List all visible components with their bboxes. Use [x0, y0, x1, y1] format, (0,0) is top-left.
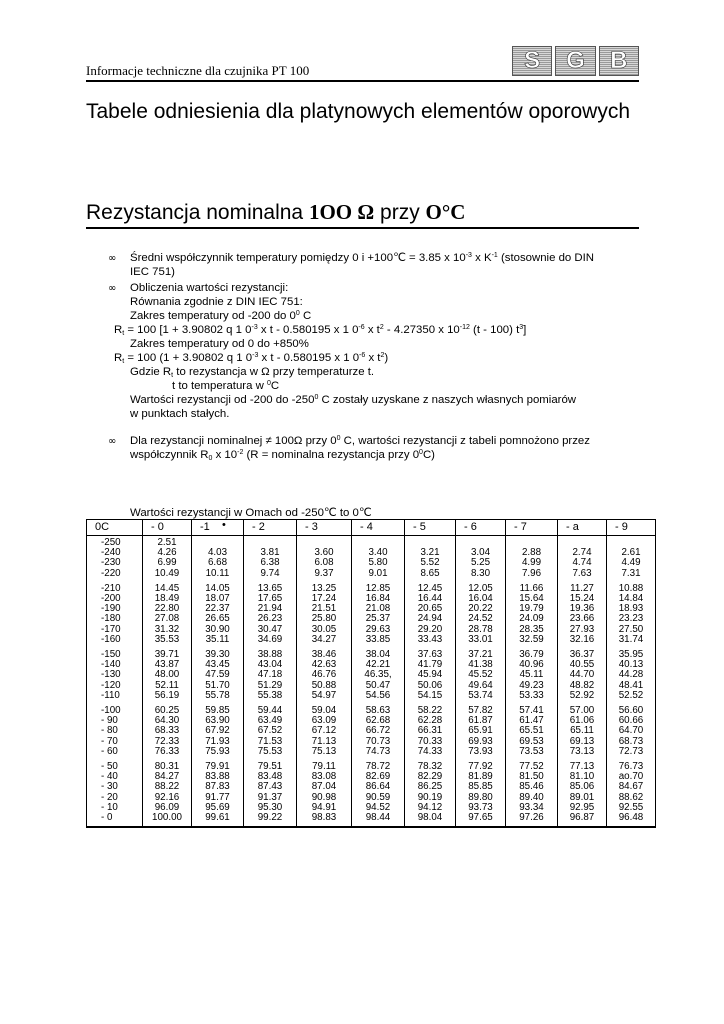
header-cell: [192, 520, 244, 536]
value-cell: 38.88 43.04 47.18 51.29 55.38: [244, 648, 297, 704]
range-2: Zakres temperatury od 0 do +850%: [130, 338, 309, 350]
text-sup: -12: [459, 324, 470, 331]
text-run: x K: [471, 252, 492, 264]
value-cell: 58.22 62.28 66.31 70.33 74.33: [405, 704, 456, 760]
value-cell: 38.04 42.21 46.35, 50.47 54.56: [352, 648, 405, 704]
header-cell: - 3: [297, 520, 352, 536]
value-cell: 13.25 17.24 21.51 25.80 30.05 34.27: [297, 582, 352, 648]
temp-cell: -150 -140 -130 -120 -110: [87, 648, 143, 704]
coefficient-line: [130, 251, 594, 265]
value-cell: 77.13 81.10 85.06 89.01 92.95 96.87: [558, 760, 607, 827]
bullet-icon: ∞: [108, 283, 117, 294]
text-sup: 2: [379, 324, 384, 331]
value-cell: 79.91 83.88 87.83 91.77 95.69 99.61: [192, 760, 244, 827]
table-row: [87, 582, 656, 648]
table-row: [87, 704, 656, 760]
value-cell: 57.41 61.47 65.51 69.53 73.53: [506, 704, 558, 760]
value-cell: 57.00 61.06 65.11 69.13 73.13: [558, 704, 607, 760]
value-cell: 79.11 83.08 87.04 90.98 94.91 98.83: [297, 760, 352, 827]
text-run: Zakres temperatury od -200 do 0: [130, 310, 296, 322]
temp-cell: -250 -240 -230 -220: [87, 536, 143, 582]
coefficient-line-2: IEC 751): [130, 266, 175, 278]
value-cell: 2.61 4.49 7.31: [607, 536, 656, 582]
nominal-note: [130, 434, 590, 448]
text-run: to rezystancja w Ω przy temperaturze t.: [173, 366, 375, 378]
value-cell: 3.40 5.80 9.01: [352, 536, 405, 582]
formula-2: [114, 351, 388, 365]
text-run: ]: [523, 324, 527, 336]
logo-letter: S: [512, 46, 552, 76]
temp-cell: - 50 - 40 - 30 - 20 - 10 - 0: [87, 760, 143, 827]
text-run: Wartości rezystancji od -200 do -250: [130, 394, 315, 406]
value-cell: 39.30 43.45 47.59 51.70 55.78: [192, 648, 244, 704]
value-cell: 35.95 40.13 44.28 48.41 52.52: [607, 648, 656, 704]
section-title-prefix: Rezystancja nominalna: [86, 201, 309, 224]
text-sup: -3: [251, 324, 258, 331]
header-mark: •: [222, 519, 226, 531]
text-sup: -3: [465, 252, 472, 259]
value-cell: 4.03 6.68 10.11: [192, 536, 244, 582]
bullet-icon: ∞: [108, 436, 117, 447]
value-cell: 39.71 43.87 48.00 52.11 56.19: [143, 648, 192, 704]
header-cell: - 5: [405, 520, 456, 536]
where-line-2: [172, 379, 279, 393]
text-run: C): [422, 449, 435, 461]
header-cell-label: -1: [200, 521, 210, 534]
text-run: (R = nominalna rezystancja przy 0: [243, 449, 420, 461]
text-sub: t: [122, 358, 125, 365]
text-sup: -2: [237, 449, 244, 456]
value-cell: 77.52 81.50 85.46 89.40 93.34 97.26: [506, 760, 558, 827]
value-cell: 56.60 60.66 64.70 68.73 72.73: [607, 704, 656, 760]
where-line: [130, 365, 374, 379]
value-cell: 2.88 4.99 7.96: [506, 536, 558, 582]
text-sup: -1: [491, 252, 498, 259]
value-cell: 58.63 62.68 66.72 70.73 74.73: [352, 704, 405, 760]
text-run: ): [384, 352, 389, 364]
header-cell: - 4: [352, 520, 405, 536]
value-cell: 10.88 14.84 18.93 23.23 27.50 31.74: [607, 582, 656, 648]
text-run: x t - 0.580195 x 1 0: [257, 324, 359, 336]
value-cell: 36.37 40.55 44.70 48.82 52.92: [558, 648, 607, 704]
section-title-temp: O°C: [425, 200, 466, 224]
value-cell: 37.21 41.38 45.52 49.64 53.74: [456, 648, 506, 704]
text-run: Średni współczynnik temperatury pomiędzy 0 i +100℃ = 3.85 x 10: [130, 252, 466, 264]
header-cell: - a: [558, 520, 607, 536]
value-cell: 12.85 16.84 21.08 25.37 29.63 33.85: [352, 582, 405, 648]
text-sup: 0: [314, 394, 319, 401]
value-cell: 14.05 18.07 22.37 26.65 30.90 35.11: [192, 582, 244, 648]
value-cell: 78.32 82.29 86.25 90.19 94.12 98.04: [405, 760, 456, 827]
text-run: C: [270, 380, 280, 392]
value-cell: 11.27 15.24 19.36 23.66 27.93 32.16: [558, 582, 607, 648]
text-sup: -6: [359, 352, 366, 359]
logo-letter: G: [555, 46, 595, 76]
text-sub: t: [122, 330, 125, 337]
text-run: x t: [364, 324, 380, 336]
text-run: = 100 [1 + 3.90802 q 1 0: [124, 324, 252, 336]
table-row: [87, 760, 656, 827]
sgb-logo: [512, 46, 639, 76]
section-title: [86, 199, 465, 226]
text-sup: 0: [266, 380, 271, 387]
text-run: Dla rezystancji nominalnej ≠ 100Ω przy 0: [130, 435, 337, 447]
value-cell: 80.31 84.27 88.22 92.16 96.09 100.00: [143, 760, 192, 827]
header-cell: - 9: [607, 520, 656, 536]
equations-heading: Równania zgodnie z DIN IEC 751:: [130, 296, 303, 308]
value-cell: 12.45 16.44 20.65 24.94 29.20 33.43: [405, 582, 456, 648]
temp-cell: -100 - 90 - 80 - 70 - 60: [87, 704, 143, 760]
text-run: C, wartości rezystancji z tabeli pomnożono przez: [340, 435, 590, 447]
page-title: Tabele odniesienia dla platynowych elementów oporowych: [86, 100, 631, 123]
header-cell: - 7: [506, 520, 558, 536]
value-cell: 38.46 42.63 46.76 50.88 54.97: [297, 648, 352, 704]
text-run: współczynnik R: [130, 449, 209, 461]
value-cell: 3.60 6.08 9.37: [297, 536, 352, 582]
nominal-note-2: [130, 448, 435, 462]
text-run: (t - 100) t: [469, 324, 520, 336]
bullet-icon: ∞: [108, 253, 117, 264]
value-cell: 37.63 41.79 45.94 50.06 54.15: [405, 648, 456, 704]
formula-1: [114, 323, 526, 337]
header-title: Informacje techniczne dla czujnika PT 100: [86, 63, 310, 78]
text-run: (stosownie do DIN: [497, 252, 595, 264]
header-cell: - 2: [244, 520, 297, 536]
text-run: - 4.27350 x 10: [383, 324, 460, 336]
value-cell: 57.82 61.87 65.91 69.93 73.93: [456, 704, 506, 760]
value-cell: 77.92 81.89 85.85 89.80 93.73 97.65: [456, 760, 506, 827]
value-cell: 3.21 5.52 8.65: [405, 536, 456, 582]
range-1: [130, 309, 311, 323]
value-cell: 2.74 4.74 7.63: [558, 536, 607, 582]
text-sup: 3: [519, 324, 524, 331]
text-sup: -6: [358, 324, 365, 331]
value-cell: 12.05 16.04 20.22 24.52 28.78 33.01: [456, 582, 506, 648]
text-run: R: [114, 324, 123, 336]
value-cell: 79.51 83.48 87.43 91.37 95.30 99.22: [244, 760, 297, 827]
header-cell: - 6: [456, 520, 506, 536]
table-caption: Wartości rezystancji w Omach od -250℃ to 0℃: [130, 507, 372, 519]
value-cell: 2.51 4.26 6.99 10.49: [143, 536, 192, 582]
text-sup: 0: [295, 310, 300, 317]
measurement-note: [130, 393, 576, 407]
text-run: t to temperatura w: [172, 380, 267, 392]
value-cell: 13.65 17.65 21.94 26.23 30.47 34.69: [244, 582, 297, 648]
value-cell: 59.04 63.09 67.12 71.13 75.13: [297, 704, 352, 760]
value-cell: 60.25 64.30 68.33 72.33 76.33: [143, 704, 192, 760]
text-sub: 0: [208, 455, 213, 462]
value-cell: 78.72 82.69 86.64 90.59 94.52 98.44: [352, 760, 405, 827]
value-cell: 3.04 5.25 8.30: [456, 536, 506, 582]
value-cell: 76.73 ao.70 84.67 88.62 92.55 96.48: [607, 760, 656, 827]
text-run: x t: [365, 352, 381, 364]
text-sub: t: [171, 372, 174, 379]
section-rule: [86, 227, 639, 229]
header-cell: 0C: [87, 520, 143, 536]
value-cell: 11.66 15.64 19.79 24.09 28.35 32.59: [506, 582, 558, 648]
text-run: x 10: [212, 449, 238, 461]
text-sup: 2: [380, 352, 385, 359]
header-cell: - 0: [143, 520, 192, 536]
logo-letter: B: [599, 46, 639, 76]
section-title-value: 1OO Ω: [308, 200, 375, 224]
value-cell: 14.45 18.49 22.80 27.08 31.32 35.53: [143, 582, 192, 648]
calc-heading: Obliczenia wartości rezystancji:: [130, 282, 289, 294]
resistance-table: [86, 519, 656, 828]
value-cell: 59.85 63.90 67.92 71.93 75.93: [192, 704, 244, 760]
text-sup: 0: [419, 449, 423, 456]
table-row: [87, 536, 656, 582]
measurement-note-2: w punktach stałych.: [130, 408, 230, 420]
temp-cell: -210 -200 -190 -180 -170 -160: [87, 582, 143, 648]
text-run: Gdzie R: [130, 366, 172, 378]
value-cell: 59.44 63.49 67.52 71.53 75.53: [244, 704, 297, 760]
header-rule: [86, 80, 639, 82]
table-header-row: [87, 520, 656, 536]
value-cell: 36.79 40.96 45.11 49.23 53.33: [506, 648, 558, 704]
section-title-mid: przy: [374, 201, 426, 224]
value-cell: 3.81 6.38 9.74: [244, 536, 297, 582]
text-run: = 100 (1 + 3.90802 q 1 0: [124, 352, 253, 364]
text-run: R: [114, 352, 123, 364]
table-row: [87, 648, 656, 704]
text-sup: -3: [252, 352, 259, 359]
text-sup: 0: [336, 435, 341, 442]
text-run: x t - 0.580195 x 1 0: [258, 352, 360, 364]
text-run: C: [299, 310, 312, 322]
text-run: C zostały uzyskane z naszych własnych pomiarów: [318, 394, 577, 406]
